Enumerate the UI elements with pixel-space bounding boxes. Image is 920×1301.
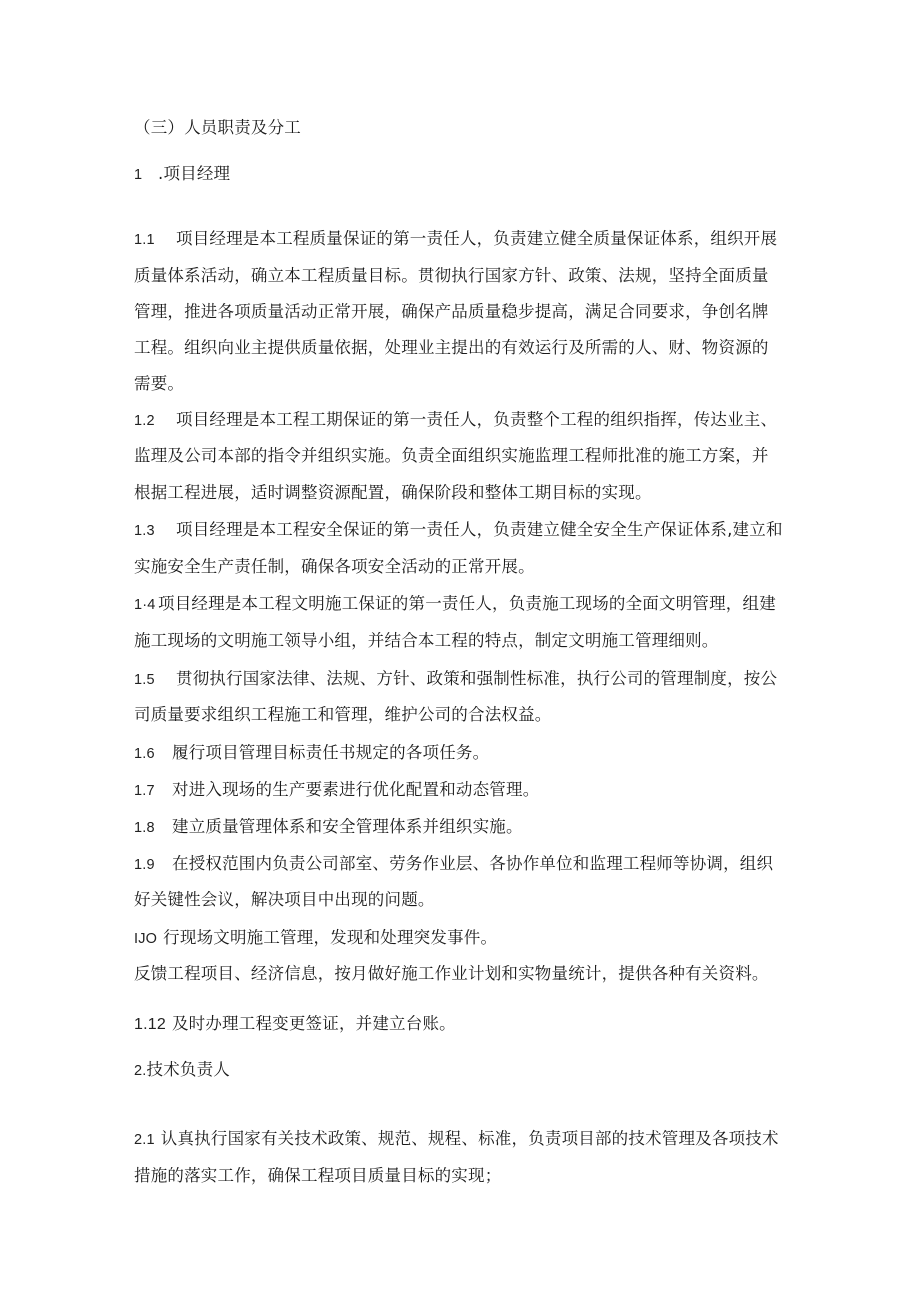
- paragraph-1-4-line-2: 施工现场的文明施工领导小组，并结合本工程的特点，制定文明施工管理细则。: [134, 631, 719, 650]
- paragraph-number: 1.1: [134, 232, 155, 248]
- paragraph-number: 1.12: [134, 1016, 166, 1033]
- paragraph-number: 1.2: [134, 413, 155, 429]
- paragraph-1-1-line-4: 工程。组织向业主提供质量依据，处理业主提出的有效运行及所需的人、财、物资源的: [134, 338, 769, 357]
- paragraph-1-1-line-3: 管理，推进各项质量活动正常开展，确保产品质量稳步提高，满足合同要求，争创名牌: [134, 302, 769, 321]
- paragraph-number: 1.9: [134, 857, 155, 873]
- paragraph-number: 1.8: [134, 820, 155, 836]
- heading-number: 1: [134, 167, 143, 183]
- paragraph-number: 1.5: [134, 672, 155, 688]
- paragraph-1-9-line-1: 1.9 在授权范围内负责公司部室、劳务作业层、各协作单位和监理工程师等协调，组织: [134, 854, 774, 873]
- paragraph-1-3-line-2: 实施安全生产责任制，确保各项安全活动的正常开展。: [134, 557, 535, 576]
- paragraph-1-2-line-2: 监理及公司本部的指令并组织实施。负责全面组织实施监理工程师批准的施工方案，并: [134, 446, 769, 465]
- paragraph-1-1-line-1: 1.1 项目经理是本工程质量保证的第一责任人，负责建立健全质量保证体系，组织开展: [134, 229, 778, 248]
- paragraph-1-8: 1.8 建立质量管理体系和安全管理体系并组织实施。: [134, 817, 523, 836]
- paragraph-1-4-line-1: 1·4 项目经理是本工程文明施工保证的第一责任人，负责施工现场的全面文明管理，组建: [134, 594, 776, 613]
- heading-number: 2.: [134, 1063, 147, 1079]
- section-title: （三）人员职责及分工: [134, 118, 301, 137]
- paragraph-number: 1.7: [134, 783, 155, 799]
- paragraph-2-1-line-2: 措施的落实工作，确保工程项目质量目标的实现；: [134, 1166, 502, 1185]
- paragraph-1-6: 1.6 履行项目管理目标责任书规定的各项任务。: [134, 743, 490, 762]
- paragraph-number: 1.3: [134, 523, 155, 539]
- paragraph-1-10: IJO 行现场文明施工管理，发现和处理突发事件。: [134, 928, 498, 947]
- heading-technical-lead: [134, 1060, 804, 1081]
- heading-text: .项目经理: [158, 164, 231, 183]
- heading-text: 技术负责人: [146, 1060, 230, 1079]
- paragraph-number: 1.6: [134, 746, 155, 762]
- paragraph-1-12: 1.12 及时办理工程变更签证，并建立台账。: [134, 1014, 456, 1033]
- paragraph-1-1-line-5: 需要。: [134, 374, 185, 393]
- paragraph-1-2-line-3: 根据工程进展，适时调整资源配置，确保阶段和整体工期目标的实现。: [134, 483, 652, 502]
- paragraph-1-11: 反馈工程项目、经济信息，按月做好施工作业计划和实物量统计，提供各种有关资料。: [134, 964, 769, 983]
- paragraph-1-9-line-2: 好关键性会议，解决项目中出现的问题。: [134, 890, 435, 909]
- paragraph-number: 1·4: [134, 597, 156, 613]
- paragraph-number: IJO: [134, 931, 158, 947]
- paragraph-1-5-line-2: 司质量要求组织工程施工和管理，维护公司的合法权益。: [134, 705, 552, 724]
- paragraph-number: 2.1: [134, 1132, 155, 1148]
- paragraph-1-7: 1.7 对进入现场的生产要素进行优化配置和动态管理。: [134, 780, 540, 799]
- paragraph-1-1-line-2: 质量体系活动，确立本工程质量目标。贯彻执行国家方针、政策、法规，坚持全面质量: [134, 266, 769, 285]
- heading-project-manager: [134, 164, 804, 185]
- paragraph-2-1-line-1: 2.1 认真执行国家有关技术政策、规范、规程、标准，负责项目部的技术管理及各项技术: [134, 1129, 779, 1148]
- paragraph-1-5-line-1: 1.5 贯彻执行国家法律、法规、方针、政策和强制性标准，执行公司的管理制度，按公: [134, 669, 778, 688]
- paragraph-1-2-line-1: 1.2 项目经理是本工程工期保证的第一责任人，负责整个工程的组织指挥，传达业主、: [134, 410, 778, 429]
- paragraph-1-3-line-1: 1.3 项目经理是本工程安全保证的第一责任人，负责建立健全安全生产保证体系,建立和: [134, 520, 783, 539]
